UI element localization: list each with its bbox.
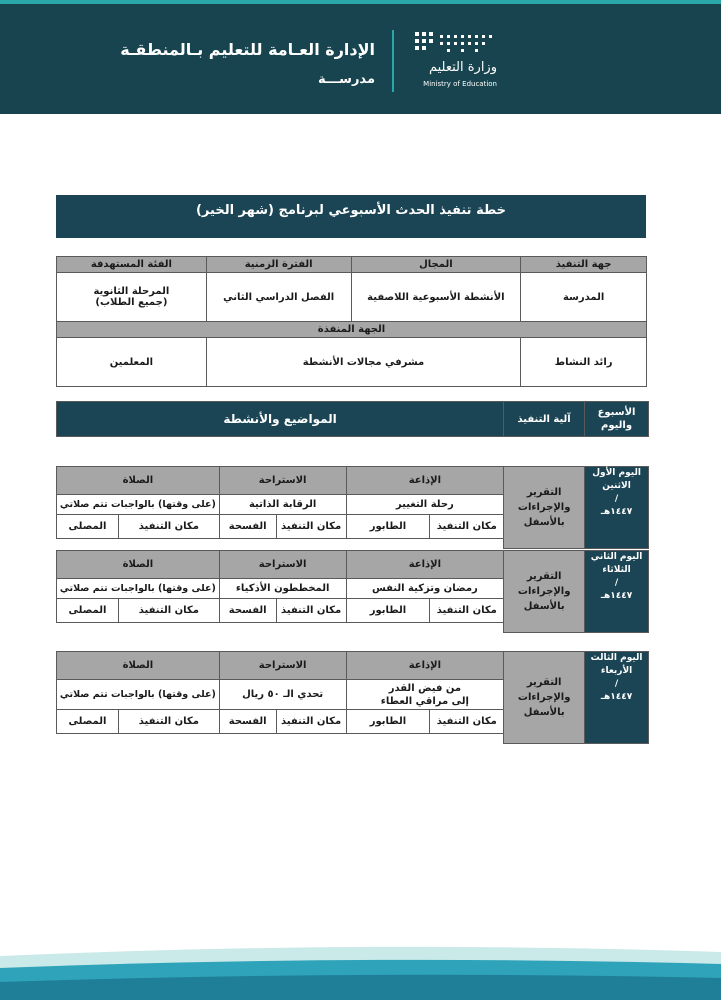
plan-title-banner: خطة تنفيذ الحدث الأسبوعي لبرنامج (شهر الخير) xyxy=(56,195,646,238)
ministry-logo-english: Ministry of Education xyxy=(423,80,497,88)
col-break-header: الاستراحة xyxy=(219,551,346,579)
break-place-label: مكان التنفيذ xyxy=(276,515,346,539)
week-day-name: اليوم الثاني xyxy=(590,552,643,562)
week-mechanism-line1: التقرير xyxy=(526,571,562,582)
broadcast-topic-line1: من فيض القدر xyxy=(388,682,462,694)
week-mechanism-line2: والإجراءات xyxy=(517,586,571,597)
week-day-cell xyxy=(585,652,649,744)
value-supervisors: مشرفي مجالات الأنشطة xyxy=(206,338,520,387)
value-entity: المدرسة xyxy=(521,273,647,322)
program-info-table xyxy=(56,256,647,387)
week-mechanism-line1: التقرير xyxy=(526,677,562,688)
header-target: الفئة المستهدفة xyxy=(57,257,207,273)
week-day-weekday: الاثنين xyxy=(602,481,631,491)
prayer-place-label: مكان التنفيذ xyxy=(118,515,219,539)
value-target-line2: (جميع الطلاب) xyxy=(95,297,168,308)
header-school: مدرســـة xyxy=(317,72,375,87)
break-topic: المخططون الأذكياء xyxy=(219,579,346,599)
week-day-header-line2: واليوم xyxy=(600,420,633,431)
week-day-header-line1: الأسبوع xyxy=(597,407,636,418)
footer-wave-decoration xyxy=(0,942,721,1000)
value-target-line1: المرحلة الثانوية xyxy=(93,286,170,297)
broadcast-place-label: مكان التنفيذ xyxy=(430,710,504,734)
header-period: الفترة الزمنية xyxy=(206,257,351,273)
header-entity: جهة التنفيذ xyxy=(521,257,647,273)
broadcast-topic-line1: رمضان وتزكية النفس xyxy=(371,583,478,594)
value-target xyxy=(57,273,207,322)
header-executor: الجهة المنفذة xyxy=(57,322,647,338)
break-topic: تحدي الـ ٥٠ ريال xyxy=(219,680,346,710)
prayer-place: المصلى xyxy=(57,599,119,623)
col-break-header: الاستراحة xyxy=(219,652,346,680)
col-broadcast-header: الإذاعة xyxy=(346,652,504,680)
col-prayer-header: الصلاة xyxy=(57,652,220,680)
header-accent-line xyxy=(0,0,721,4)
week-spacer xyxy=(57,734,504,744)
header-field: المجال xyxy=(351,257,521,273)
prayer-place: المصلى xyxy=(57,710,119,734)
week-day-date: ١٤٤٧هـ xyxy=(600,692,633,702)
broadcast-place: الطابور xyxy=(346,599,430,623)
week-mechanism-line1: التقرير xyxy=(526,487,562,498)
broadcast-topic-line2: إلى مراقي العطاء xyxy=(380,695,469,707)
prayer-topic: (على وقتها) بالواجبات تتم صلاتي xyxy=(57,579,220,599)
col-prayer-header: الصلاة xyxy=(57,551,220,579)
week-day-weekday: الثلاثاء xyxy=(602,565,631,575)
break-place-label: مكان التنفيذ xyxy=(276,710,346,734)
prayer-topic: (على وقتها) بالواجبات تتم صلاتي xyxy=(57,495,220,515)
value-teachers: المعلمين xyxy=(57,338,207,387)
week-mechanism-line3: بالأسفل xyxy=(523,601,565,612)
value-field: الأنشطة الأسبوعية اللاصفية xyxy=(351,273,521,322)
week-mechanism-line2: والإجراءات xyxy=(517,502,571,513)
week-mechanism-cell xyxy=(504,551,585,633)
week-day-slash: / xyxy=(614,679,619,689)
value-leader: رائد النشاط xyxy=(521,338,647,387)
mechanism-header: آلية التنفيذ xyxy=(504,402,585,437)
col-broadcast-header: الإذاعة xyxy=(346,551,504,579)
prayer-place-label: مكان التنفيذ xyxy=(118,710,219,734)
week-day-cell xyxy=(585,467,649,549)
ministry-logo-arabic: وزارة التعليم xyxy=(428,60,497,75)
week-day-date: ١٤٤٧هـ xyxy=(600,591,633,601)
week-day-weekday: الأربعاء xyxy=(600,666,633,676)
broadcast-topic xyxy=(346,579,504,599)
col-break-header: الاستراحة xyxy=(219,467,346,495)
weeks-header-table xyxy=(56,401,649,437)
broadcast-place-label: مكان التنفيذ xyxy=(430,515,504,539)
col-prayer-header: الصلاة xyxy=(57,467,220,495)
value-period: الفصل الدراسي الثاني xyxy=(206,273,351,322)
week-mechanism-cell xyxy=(504,652,585,744)
week-day-cell xyxy=(585,551,649,633)
prayer-topic: (على وقتها) بالواجبات تتم صلاتي xyxy=(57,680,220,710)
col-broadcast-header: الإذاعة xyxy=(346,467,504,495)
prayer-place-label: مكان التنفيذ xyxy=(118,599,219,623)
broadcast-place: الطابور xyxy=(346,710,430,734)
week-block-3 xyxy=(56,651,649,744)
week-block-1 xyxy=(56,466,649,549)
week-day-header xyxy=(585,402,649,437)
week-day-slash: / xyxy=(614,578,619,588)
week-day-name: اليوم الثالث xyxy=(590,653,643,663)
prayer-place: المصلى xyxy=(57,515,119,539)
broadcast-place-label: مكان التنفيذ xyxy=(430,599,504,623)
week-day-name: اليوم الأول xyxy=(592,468,641,478)
break-place: الفسحة xyxy=(219,710,276,734)
week-block-2 xyxy=(56,550,649,633)
break-place: الفسحة xyxy=(219,515,276,539)
break-place: الفسحة xyxy=(219,599,276,623)
week-day-date: ١٤٤٧هـ xyxy=(600,507,633,517)
week-mechanism-cell xyxy=(504,467,585,549)
week-mechanism-line2: والإجراءات xyxy=(517,692,571,703)
week-mechanism-line3: بالأسفل xyxy=(523,517,565,528)
broadcast-topic xyxy=(346,495,504,515)
broadcast-place: الطابور xyxy=(346,515,430,539)
week-mechanism-line3: بالأسفل xyxy=(523,707,565,718)
week-spacer xyxy=(57,623,504,633)
broadcast-topic xyxy=(346,680,504,710)
header-divider xyxy=(392,30,394,92)
break-place-label: مكان التنفيذ xyxy=(276,599,346,623)
topics-header: المواضيع والأنشطة xyxy=(57,402,504,437)
week-day-slash: / xyxy=(614,494,619,504)
broadcast-topic-line1: رحلة التغيير xyxy=(395,499,454,510)
header-title: الإدارة العـامة للتعليم بـالمنطقـة xyxy=(120,40,375,59)
week-spacer xyxy=(57,539,504,549)
break-topic: الرقابة الذاتية xyxy=(219,495,346,515)
